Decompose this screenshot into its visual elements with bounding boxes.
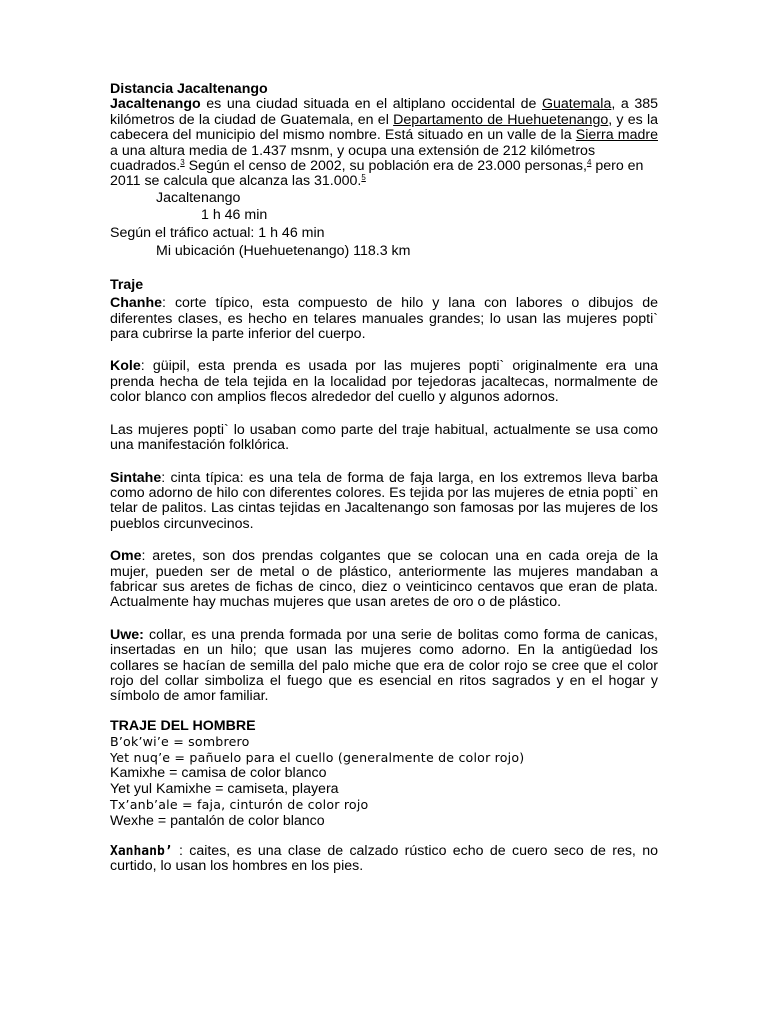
document-title: Distancia Jacaltenango [110, 81, 268, 97]
xanhanb-paragraph: Xanhanb’ : caites, es una clase de calzado rústico echo de cuero seco de res, no curtido, lo usan los hombres en los pies. [110, 843, 658, 875]
route-traffic: Según el tráfico actual: 1 h 46 min [110, 224, 325, 241]
intro-paragraph [110, 97, 658, 189]
guatemala-link[interactable]: Guatemala [541, 96, 612, 113]
mujeres-paragraph: Las mujeres popti` lo usaban como parte del traje habitual, actualmente se usa como una manifestación folklórica. [110, 421, 658, 454]
traje-heading: Traje [110, 276, 144, 293]
xanhanb-term: Xanhanb’ [110, 844, 173, 859]
route-destination: Jacaltenango [156, 189, 241, 206]
hombre-item: Yet yul Kamixhe = camiseta, playera [110, 781, 339, 797]
kole-term: Kole [110, 358, 141, 375]
ome-term: Ome [110, 548, 142, 565]
uwe-term: Uwe: [110, 626, 144, 643]
route-info [110, 190, 658, 260]
document-page [110, 82, 658, 875]
footnote-3-link[interactable]: 3 [180, 158, 185, 168]
chanhe-paragraph: Chanhe: corte típico, esta compuesto de hilo y lana con labores o dibujos de diferentes clases, es hecho en telares manuales grandes; lo usan las mujeres popti` para cubrirse la parte inferior del cuerpo. [110, 295, 658, 343]
hombre-item: Kamixhe = camisa de color blanco [110, 765, 327, 781]
intro-line-6: 2011 se calcula que alcanza las 31.000.$^5$ [110, 173, 366, 190]
sierra-madre-link[interactable]: Sierra madre [575, 127, 658, 144]
hombre-heading: TRAJE DEL HOMBRE [110, 717, 256, 734]
footnote-4-link[interactable]: 4 [586, 158, 592, 168]
route-location: Mi ubicación (Huehuetenango) 118.3 km [156, 242, 411, 259]
huehuetenango-link[interactable]: Departamento de Huehuetenango [393, 111, 609, 128]
sintahe-term: Sintahe [110, 469, 162, 486]
ome-paragraph: Ome: aretes, son dos prendas colgantes que se colocan una en cada oreja de la mujer, pueden ser de metal o de plástico, anteriormente las mujeres mandaban a fabricar sus aretes de fichas de cinco, diez o veinticinco centavos que eran de plata. Actualmente hay muchas mujeres que usan aretes de oro o de plástico. [110, 548, 658, 611]
intro-line-3: cabecera del municipio del mismo nombre. Está situado en un valle de la Sierra madre [110, 127, 658, 144]
hombre-item: Yet nuq’e = pañuelo para el cuello (generalmente de color rojo) [110, 749, 525, 765]
intro-line-2: kilómetros de la ciudad de Guatemala, en el Departamento de Huehuetenango, y es la [110, 111, 658, 128]
uwe-paragraph: Uwe: collar, es una prenda formada por una serie de bolitas como forma de canicas, insertadas en un hilo; que usan las mujeres como adorno. En la antigüedad los collares se hacían de semilla del palo miche que era de color rojo se cree que el color rojo del collar simboliza el fuego que es esencial en ritos sagrados y en el hogar y símbolo de amor familiar. [110, 626, 658, 705]
chanhe-term: Chanhe [110, 295, 163, 312]
hombre-item: B’ok’wi’e = sombrero [110, 734, 250, 750]
intro-line-4: a una altura media de 1.437 msnm, y ocupa una extensión de 212 kilómetros [110, 142, 596, 159]
footnote-5-link[interactable]: 5 [361, 173, 366, 183]
sintahe-paragraph: Sintahe: cinta típica: es una tela de forma de faja larga, en los extremos lleva barba como adorno de hilo con diferentes colores. Es tejida por las mujeres de etnia popti` en telar de palitos. Las cintas tejidas en Jacaltenango son famosas por las mujeres de los pueblos circunvecinos. [110, 469, 659, 532]
intro-line-5: cuadrados.$^3$ Según el censo de 2002, su población era de 23.000 personas,$^4$ pero en [110, 158, 644, 175]
kole-paragraph: Kole: güipil, esta prenda es usada por las mujeres popti` originalmente era una prenda hecha de tela tejida en la localidad por tejedoras jacaltecas, normalmente de color blanco con amplios flecos alrededor del cuello y algunos adornos. [110, 358, 658, 406]
intro-line-1: Jacaltenango es una ciudad situada en el altiplano occidental de Guatemala, a 385 [110, 96, 659, 113]
hombre-item: Wexhe = pantalón de color blanco [110, 813, 325, 829]
route-time: 1 h 46 min [201, 206, 268, 223]
hombre-list [110, 734, 658, 829]
hombre-item: Tx’anb’ale = faja, cinturón de color rojo [110, 797, 369, 812]
